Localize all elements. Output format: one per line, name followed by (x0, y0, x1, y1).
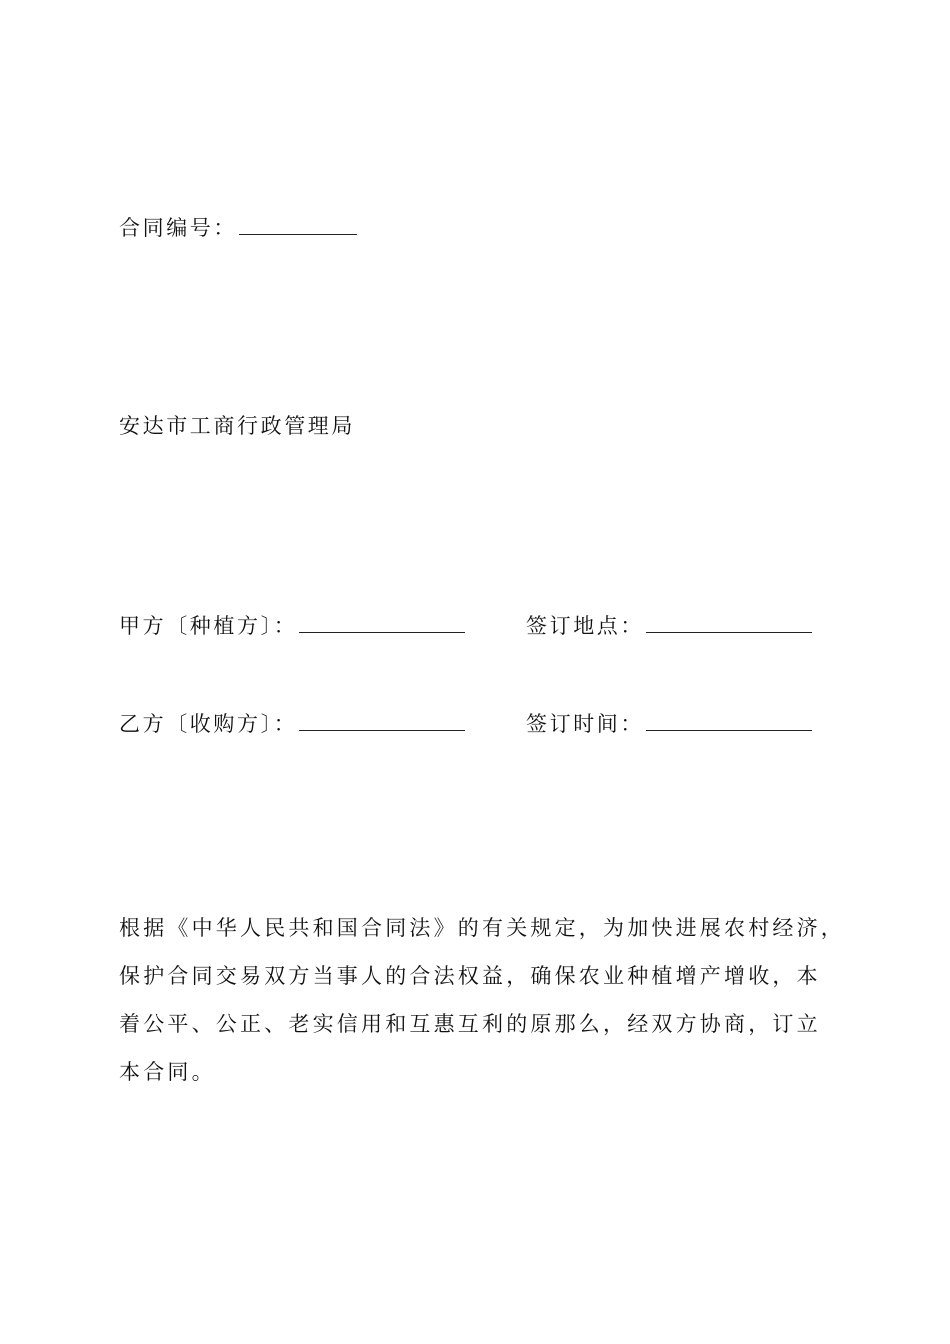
preamble-line: 根据《中华人民共和国合同法》的有关规定，为加快进展农村经济， (119, 916, 845, 940)
issuing-authority: 安达市工商行政管理局 (119, 414, 355, 438)
sign-place-label: 签订地点： (526, 614, 644, 638)
preamble-line: 本合同。 (119, 1060, 216, 1084)
party-b-row (119, 710, 644, 738)
sign-place-blank (646, 614, 812, 633)
party-b-label: 乙方〔收购方〕： (119, 712, 298, 736)
sign-place-field (526, 612, 812, 640)
party-a-row (119, 612, 644, 640)
party-a-blank (299, 614, 465, 633)
preamble-line: 保护合同交易双方当事人的合法权益，确保农业种植增产增收，本 (119, 964, 821, 988)
preamble-paragraph (119, 904, 845, 1096)
party-b-blank (299, 712, 465, 731)
preamble-line: 着公平、公正、老实信用和互惠互利的原那么，经双方协商，订立 (119, 1012, 821, 1036)
contract-number-blank (239, 216, 357, 235)
party-a-label: 甲方〔种植方〕： (119, 614, 298, 638)
sign-time-blank (646, 712, 812, 731)
contract-number-label: 合同编号： (119, 216, 237, 240)
contract-number-row (119, 214, 357, 242)
sign-time-field (526, 710, 812, 738)
sign-time-label: 签订时间： (526, 712, 644, 736)
